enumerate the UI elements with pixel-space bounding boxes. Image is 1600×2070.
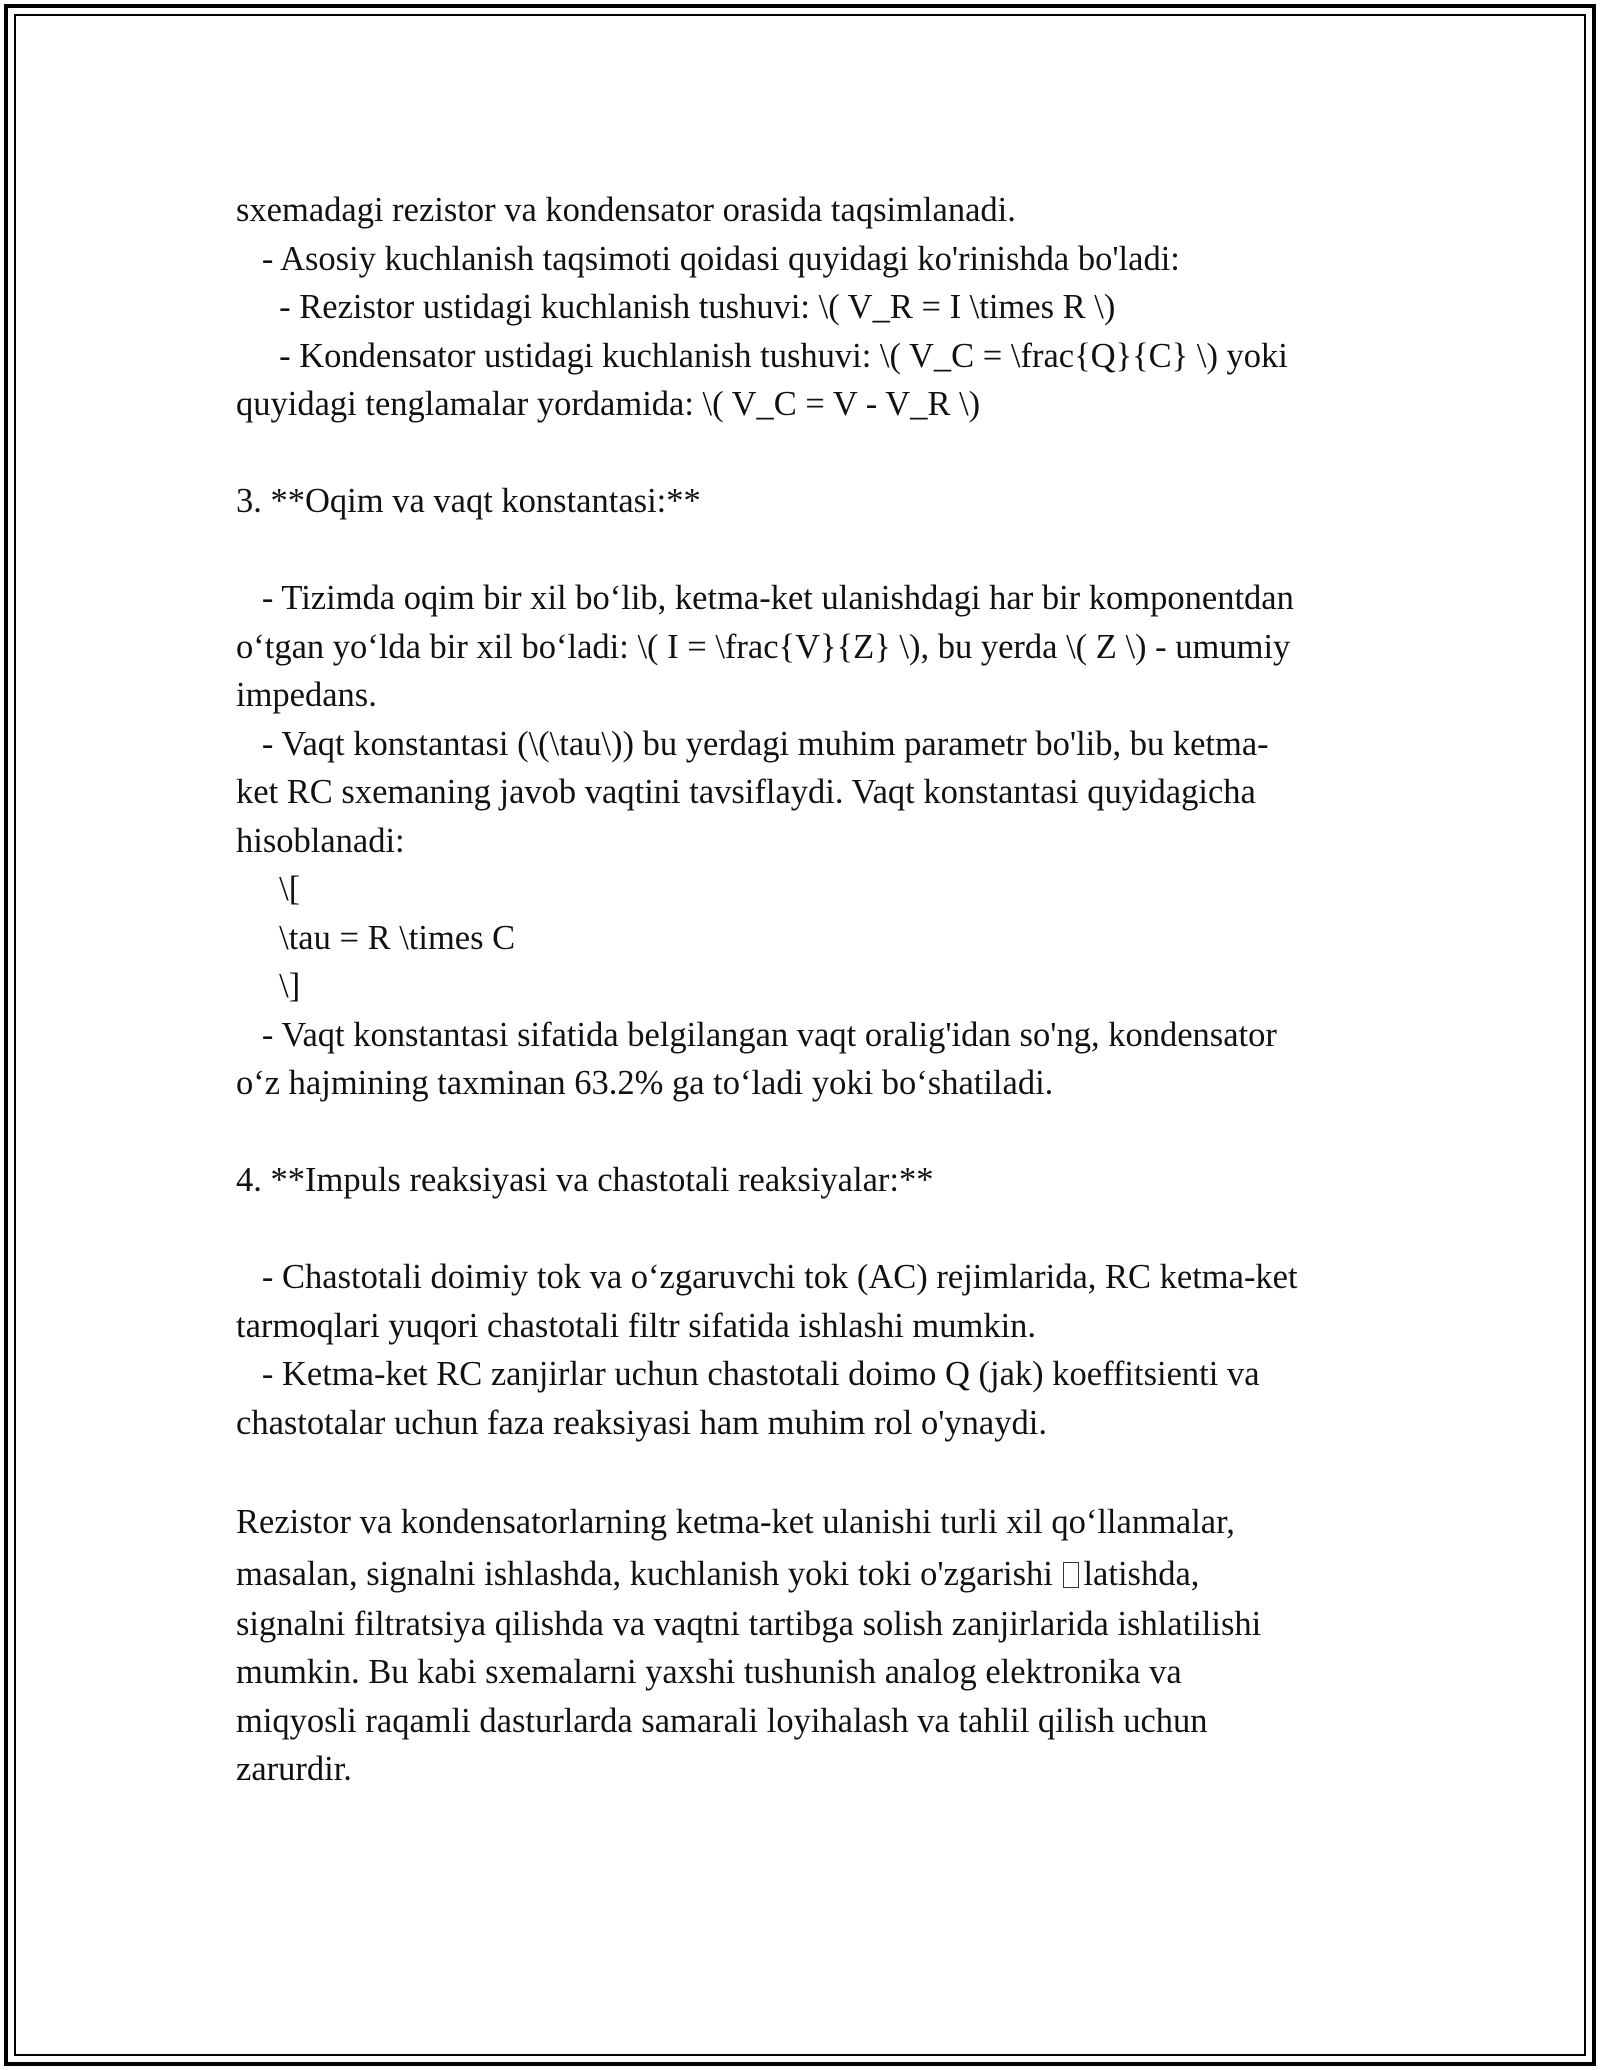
- text-line: - Vaqt konstantasi (\(\tau\)) bu yerdagi muhim parametr bo'lib, bu ketma-: [236, 724, 1269, 763]
- blank-line: [236, 1447, 1376, 1496]
- section-heading: 3. **Oqim va vaqt konstantasi:**: [236, 482, 701, 520]
- blank-line: [236, 1205, 1376, 1254]
- document-body: [236, 186, 1376, 1794]
- text-line: signalni filtratsiya qilishda va vaqtni tartibga solish zanjirlarida ishlatilishi: [236, 1604, 1262, 1643]
- text-line: zarurdir.: [236, 1750, 352, 1788]
- blank-line: [236, 1108, 1376, 1157]
- text-line: tarmoqlari yuqori chastotali filtr sifatida ishlashi mumkin.: [236, 1306, 1037, 1345]
- section-3: [236, 477, 1376, 1108]
- text-line-with-missing-glyph: [236, 1548, 1376, 1600]
- text-line: impedans.: [236, 676, 377, 714]
- text-line: sxemadagi rezistor va kondensator orasida taqsimlanadi.: [236, 191, 1016, 229]
- text-line: o‘tgan yo‘lda bir xil bo‘ladi: \( I = \frac{V}{Z} \), bu yerda \( Z \) - umumiy: [236, 627, 1291, 666]
- section-heading: 4. **Impuls reaksiyasi va chastotali reaksiyalar:**: [236, 1161, 934, 1199]
- text-line: miqyosli raqamli dasturlarda samarali loyihalash va tahlil qilish uchun: [236, 1701, 1208, 1740]
- section-4: [236, 1156, 1376, 1447]
- text-line: - Ketma-ket RC zanjirlar uchun chastotali doimo Q (jak) koeffitsienti va: [236, 1355, 1260, 1393]
- text-line: quyidagi tenglamalar yordamida: \( V_C = V - V_R \): [236, 385, 981, 423]
- text-line: - Tizimda oqim bir xil bo‘lib, ketma-ket ulanishdagi har bir komponentdan: [236, 579, 1294, 617]
- voltage-division-block: [236, 186, 1376, 429]
- text-line: o‘z hajmining taxminan 63.2% ga to‘ladi yoki bo‘shatiladi.: [236, 1064, 1054, 1102]
- missing-glyph-icon: [1063, 1562, 1079, 1588]
- text-line: - Asosiy kuchlanish taqsimoti qoidasi quyidagi ko'rinishda bo'ladi:: [236, 239, 1180, 278]
- text-line: chastotalar uchun faza reaksiyasi ham muhim rol o'ynaydi.: [236, 1403, 1047, 1442]
- text-line: Rezistor va kondensatorlarning ketma-ket ulanishi turli xil qo‘llanmalar,: [236, 1502, 1235, 1541]
- formula-line: \tau = R \times C: [236, 918, 516, 957]
- text-line: - Vaqt konstantasi sifatida belgilangan vaqt oralig'idan so'ng, kondensator: [236, 1015, 1277, 1054]
- text-fragment: masalan, signalni ishlashda, kuchlanish yoki toki o'zgarishi: [236, 1554, 1053, 1593]
- text-line: ket RC sxemaning javob vaqtini tavsiflaydi. Vaqt konstantasi quyidagicha: [236, 773, 1256, 811]
- text-line: - Chastotali doimiy tok va o‘zgaruvchi tok (AC) rejimlarida, RC ketma-ket: [236, 1258, 1298, 1296]
- blank-line: [236, 526, 1376, 575]
- text-line: hisoblanadi:: [236, 821, 405, 860]
- text-line: - Kondensator ustidagi kuchlanish tushuvi: \( V_C = \frac{Q}{C} \) yoki: [236, 336, 1288, 375]
- blank-line: [236, 429, 1376, 478]
- text-line: mumkin. Bu kabi sxemalarni yaxshi tushunish analog elektronika va: [236, 1653, 1182, 1691]
- text-fragment: latishda,: [1083, 1554, 1200, 1593]
- formula-line: \]: [236, 967, 301, 1005]
- conclusion-paragraph: [236, 1496, 1376, 1794]
- formula-line: \[: [236, 870, 301, 908]
- text-line: - Rezistor ustidagi kuchlanish tushuvi: \( V_R = I \times R \): [236, 288, 1116, 326]
